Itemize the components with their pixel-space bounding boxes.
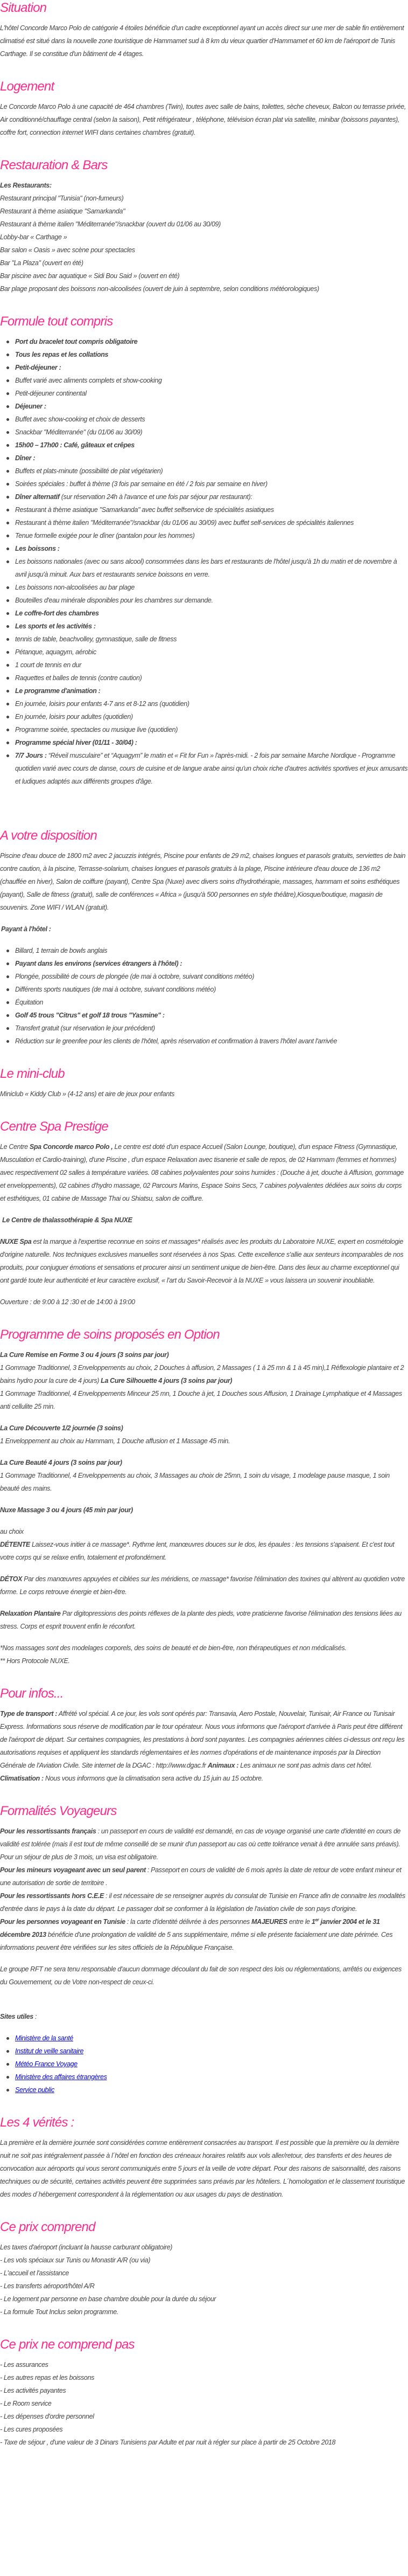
cure-decouverte-title: La Cure Découverte 1/2 journée (3 soins): [0, 1424, 123, 1432]
section-prix-comprend: [0, 2219, 408, 2318]
useful-link[interactable]: Météo France Voyage: [15, 2060, 78, 2068]
section-title-formule: Formule tout compris: [0, 314, 113, 329]
prix-ne-comprend-line: - Taxe de séjour , d'une valeur de 3 Dinars Tunisiens par Adulte et par nuit à régler sur place à partir de 25 Octobre 2018: [0, 2439, 336, 2446]
spa-intro: Le Centre Spa Concorde marco Polo , Le centre est doté d'un espace Accueil (Salon Lounge, boutique), d'un espace Fitness (Gymnastique, Musculation et Cardio-training), d'une Piscine , d'un espace Relaxation avec tisanerie et salle de repos, de 02 Hammam (femmes et hommes) avec respectivement 02 salles à température variées. 08 cabines polyvalentes pour soins humides : (Douche à jet, douche à Affusion, gommage et enveloppements), 02 cabines d'hydro massage, 02 Parcours Marins, Espace Soins Secs, 7 cabines polyvalentes dédiées aux soins du corps et esthétiques, 01 cabine de Massage Thai ou Shiatsu, salon de coiffure.: [0, 1143, 404, 1202]
prix-comprend-list: [0, 2241, 408, 2318]
restaurant-line: Restaurant à thème italien "Méditerranée"/snackbar (ouvert du 01/06 au 30/09): [0, 220, 221, 228]
section-title-verites: Les 4 vérités :: [0, 2115, 74, 2130]
tunisie-text: Pour les personnes voyageant en Tunisie : la carte d'identité délivrée à des personnes MAJEURES entre le 1er janvier 2004 et le 31 décembre 2013 bénéficie d'une prolongation de validité de 5 ans supplémentaire, même si elle présente facialement une date périmée. Ces informations peuvent être vérifiées sur les sites officiels de la République Française.: [0, 1917, 393, 1951]
list-item: Payant dans les environs (services étrangers à l'hôtel) :: [15, 957, 408, 970]
section-title-restauration: Restauration & Bars: [0, 158, 108, 172]
prix-comprend-line: - La formule Tout Inclus selon programme.: [0, 2308, 119, 2316]
useful-links-list: [0, 2032, 408, 2096]
formule-list: [0, 335, 408, 788]
prix-comprend-line: - Le logement par personne en base chambre double pour la durée du séjour: [0, 2295, 216, 2303]
prix-comprend-line: - L'accueil et l'assistance: [0, 2269, 69, 2277]
list-item: Plongée, possibilité de cours de plongée (de mai à octobre, suivant conditions météo): [15, 970, 408, 983]
section-title-soins: Programme de soins proposés en Option: [0, 1327, 220, 1342]
section-verites: [0, 2115, 408, 2201]
list-item: En journée, loisirs pour adultes (quotidien): [15, 710, 408, 723]
list-item: Raquettes et balles de tennis (contre caution): [15, 671, 408, 684]
mineurs-text: Pour les mineurs voyageant avec un seul parent : Passeport en cours de validité de 6 mois après la date de retour de votre enfant mineur et une autorisation de sortie de territoire .: [0, 1866, 402, 1887]
list-item: Billard, 1 terrain de bowls anglais: [15, 944, 408, 957]
cure-forme-title: La Cure Remise en Forme 3 ou 4 jours (3 soins par jour): [0, 1351, 169, 1359]
section-spa: [0, 1119, 408, 1308]
list-item: Soirées spéciales : buffet à thème (3 fois par semaine en été / 2 fois par semaine en hiver): [15, 477, 408, 490]
prix-comprend-line: Les taxes d'aéroport (incluant la hausse carburant obligatoire): [0, 2243, 173, 2251]
useful-link-item: [15, 2083, 408, 2096]
section-title-prix-comprend: Ce prix comprend: [0, 2220, 95, 2234]
transport-text: Type de transport : Affrété vol spécial. A ce jour, les vols sont opérés par: Transavia, Aero Postale, Nouvelair, Tunisair, Air France ou Tunisair Express. Informations sous réserve de modification par le tour opérateur. Nous vous informons que l'aéroport d'arrivée à Paris peut être différent de l'aéroport de départ. Sur certaines compagnies, les prestations à bord sont payantes. Les compagnies aériennes citées ci-dessus ont reçu les autorisations requises et appliquent les standards réglementaires et les normes d'opérations et de maintenance imposés par la Direction Générale de l'Aviation Civile. Site internet de la DGAC : http://www.dgac.fr Animaux : Les animaux ne sont pas admis dans cet hôtel.: [0, 1710, 405, 1769]
prix-ne-comprend-line: - Les cures proposées: [0, 2426, 63, 2433]
section-restauration: [0, 157, 408, 295]
list-item: Golf 45 trous "Citrus" et golf 18 trous "Yasmine" :: [15, 1009, 408, 1022]
restaurant-line: Bar salon « Oasis » avec scène pour spectacles: [0, 246, 135, 254]
miniclub-text: Miniclub « Kiddy Club » (4-12 ans) et aire de jeux pour enfants: [0, 1090, 174, 1098]
useful-link[interactable]: Ministère de la santé: [15, 2034, 73, 2042]
section-title-miniclub: Le mini-club: [0, 1067, 65, 1081]
section-miniclub: [0, 1066, 408, 1100]
detox-text: DÉTOX Par des manœuvres appuyées et ciblées sur les méridiens, ce massage* favorise l'élimination des toxines qui altèrent au quotidien votre forme. Le corps retrouve énergie et bien-être.: [0, 1575, 405, 1596]
list-item: 7/7 Jours : “Réveil musculaire” et “Aquagym” le matin et « Fit for Fun » l'après-midi. - 2 fois par semaine Marche Nordique - Programme quotidien varié avec cours de danse, cours de cuisine et de langue arabe ainsi qu'un choix riche d'autres activités sportives et jeux amusants et ludiques adaptés aux différents groupes d'âge.: [15, 749, 408, 788]
au-choix: au choix: [0, 1528, 24, 1535]
section-formalites: [0, 1803, 408, 2096]
list-item: Les sports et les activités :: [15, 620, 408, 633]
list-item: Pétanque, aquagym, aérobic: [15, 646, 408, 659]
verites-text: La première et la dernière journée sont considérées comme entièrement consacrées au transport. Il est possible que la première ou la dernière nuit ne soit pas intégralement passée à l´hôtel en fonction des créneaux horaires relatifs aux vols aller/retour, des transferts et des heures de convocation aux aéroports qui vous seront communiqués entre 5 jours et la veille de votre départ. Pour des raisons de saisonnalité, des raisons techniques ou de sécurité, certaines activités peuvent être supprimées sans préavis par les hôteliers. L´homologation et le classement touristique des modes d´hébergement correspondent à la réglementation ou aux usages du pays de destination.: [0, 2139, 405, 2198]
section-title-spa: Centre Spa Prestige: [0, 1119, 108, 1134]
protocole-footnote: ** Hors Protocole NUXE.: [0, 1657, 70, 1665]
useful-link-item: [15, 2032, 408, 2045]
list-item: Buffets et plats-minute (possibilité de plat végétarien): [15, 465, 408, 477]
section-disposition: [0, 828, 408, 1048]
relaxation-text: Relaxation Plantaire Par digitopressions des points réflexes de la plante des pieds, votre praticienne favorise l'élimination des tensions liées au stress. Corps et esprit trouvent enfin le réconfort.: [0, 1610, 402, 1630]
list-item: Déjeuner :: [15, 400, 408, 413]
list-item: Restaurant à thème asiatique "Samarkanda" avec buffet selfservice de spécialités asiatiques: [15, 503, 408, 516]
prix-ne-comprend-line: - Les assurances: [0, 2361, 48, 2369]
section-title-disposition: A votre disposition: [0, 828, 97, 843]
restaurant-line: Bar piscine avec bar aquatique « Sidi Bou Said » (ouvert en été): [0, 272, 180, 280]
list-item: Les boissons :: [15, 542, 408, 555]
nuxe-massage-title: Nuxe Massage 3 ou 4 jours (45 min par jour): [0, 1506, 133, 1514]
restaurant-line: Restaurant principal "Tunisia" (non-fumeurs): [0, 195, 124, 202]
prix-ne-comprend-pas-list: [0, 2358, 408, 2449]
cure-beaute-title: La Cure Beauté 4 jours (3 soins par jour): [0, 1459, 122, 1466]
section-title-prix-ne-comprend-pas: Ce prix ne comprend pas: [0, 2337, 135, 2352]
prix-ne-comprend-line: - Le Room service: [0, 2400, 52, 2407]
list-item: En journée, loisirs pour enfants 4-7 ans et 8-12 ans (quotidien): [15, 697, 408, 710]
hors-cee-text: Pour les ressortissants hors C.E.E : il est nécessaire de se renseigner auprès du consulat de Tunisie en France afin de connaitre les modalités d'entrée dans le pays à la date du départ. Le passager doit se conformer à la législation de l'aviation civile de son pays d'origine.: [0, 1892, 405, 1913]
restaurant-line: Lobby-bar « Carthage »: [0, 233, 67, 241]
cure-beaute-text: 1 Gommage Traditionnel, 4 Enveloppements au choix, 3 Massages au choix de 25mn, 1 soin du visage, 1 modelage pause masque, 1 soin beauté des mains.: [0, 1472, 390, 1492]
list-item: Dîner :: [15, 452, 408, 465]
prix-comprend-line: - Les transferts aéroport/hôtel A/R: [0, 2282, 95, 2290]
list-item: Tenue formelle exigée pour le dîner (pantalon pour les hommes): [15, 529, 408, 542]
cure-forme-text: 1 Gommage Traditionnel, 3 Enveloppements au choix, 2 Douches à affusion, 2 Massages ( 1 à 25 mn & 1 à 45 min),1 Réflexologie plantaire et 2 bains hydro pour la cure de 4 jours) La Cure Silhouette 4 jours (3 soins par jour): [0, 1364, 404, 1384]
list-item: 15h00 – 17h00 : Café, gâteaux et crêpes: [15, 439, 408, 452]
cure-decouverte-text: 1 Enveloppement au choix au Hammam, 1 Douche affusion et 1 Massage 45 min.: [0, 1437, 230, 1445]
list-item: Les boissons nationales (avec ou sans alcool) consommées dans les bars et restaurants de l'hôtel jusqu'à 1h du matin et de novembre à avril jusqu'à minuit. Aux bars et restaurants service boissons en verre.: [15, 555, 408, 581]
section-formule: [0, 314, 408, 788]
restaurant-list: [0, 192, 408, 295]
list-item: Dîner alternatif (sur réservation 24h à l'avance et une fois par séjour par restaurant):: [15, 490, 408, 503]
useful-link-item: [15, 2045, 408, 2058]
payant-hotel-label: Payant à l'hôtel :: [1, 925, 51, 933]
prix-ne-comprend-line: - Les autres repas et les boissons: [0, 2374, 95, 2381]
list-item: Petit-déjeuner continental: [15, 387, 408, 400]
section-prix-ne-comprend-pas: [0, 2337, 408, 2449]
list-item: Tous les repas et les collations: [15, 348, 408, 361]
section-title-logement: Logement: [0, 79, 54, 94]
useful-link[interactable]: Institut de veille sanitaire: [15, 2047, 84, 2055]
list-item: Équitation: [15, 996, 408, 1009]
list-item: Les boissons non-alcoolisées au bar plage: [15, 581, 408, 594]
section-situation: [0, 0, 408, 60]
list-item: 1 court de tennis en dur: [15, 659, 408, 671]
useful-link[interactable]: Ministère des affaires étrangères: [15, 2073, 107, 2081]
disposition-text: Piscine d'eau douce de 1800 m2 avec 2 jacuzzis intégrés, Piscine pour enfants de 29 m2, chaises longues et parasols gratuits, serviettes de bain contre caution, à la piscine, Terrasse-solarium, chaises longues et parasols gratuits à la plage, Piscine intérieure d'eau douce de 136 m2 (chauffée en hiver), Salon de coiffure (payant), Centre Spa (Nuxe) avec divers soins d'hydrothérapie, massages, hammam et soins esthétiques (payant), Salle de fitness (gratuit), salle de conférences « Africa » (jusqu'à 500 personnes en style théâtre),Kiosque/boutique, magasin de souvenirs. Zone WIFI / WLAN (gratuit).: [0, 852, 406, 911]
nuxe-text: NUXE Spa est la marque à l'expertise reconnue en soins et massages* réalisés avec les produits du Laboratoire NUXE, expert en cosmétologie d'origine naturelle. Nos techniques exclusives manuelles sont réservées à nos Spas. Cette excellence s'allie aux senteurs incomparables de nos produits, pour conjuguer émotions et sensations et procurer ainsi un sentiment unique de bien-être. Dans des lieux au charme exceptionnel qui ont gardé toute leur authenticité et leur caractère exclusif, « l'art du Savoir-Recevoir à la NUXE » vous laissera un souvenir inoubliable.: [0, 1238, 404, 1284]
list-item: Snackbar "Méditerranée" (du 01/06 au 30/09): [15, 426, 408, 439]
list-item: Buffet varié avec aliments complets et show-cooking: [15, 374, 408, 387]
spa-nuxe-subheading: Le Centre de thalassothérapie & Spa NUXE: [2, 1216, 132, 1224]
useful-link[interactable]: Service public: [15, 2086, 54, 2094]
massage-footnote: *Nos massages sont des modelages corporels, des soins de beauté et de bien-être, non thérapeutiques et non médicalisés.: [0, 1644, 347, 1652]
list-item: Buffet avec show-cooking et choix de desserts: [15, 413, 408, 426]
section-soins: [0, 1327, 408, 1667]
list-item: Bouteilles d'eau minérale disponibles pour les chambres sur demande.: [15, 594, 408, 607]
detente-text: DÉTENTE Laissez-vous initier à ce massage*. Rythme lent, manœuvres douces sur le dos, les épaules : les tensions s'apaisent. Et c'est tout votre corps qui se relaxe enfin, totalement et profondément.: [0, 1541, 395, 1561]
list-item: Port du bracelet tout compris obligatoire: [15, 335, 408, 348]
logement-text: Le Concorde Marco Polo à une capacité de 464 chambres (Twin), toutes avec salle de bains, toilettes, sèche cheveux, Balcon ou terrasse privée, Air conditionné/chauffage central (selon la saison), Petit réfrigérateur , téléphone, télévision écran plat via satellite, minibar (boissons payantes), coffre fort, connection internet WIFI dans certaines chambres (gratuit).: [0, 103, 406, 136]
useful-link-item: [15, 2058, 408, 2071]
useful-link-item: [15, 2071, 408, 2083]
list-item: tennis de table, beachvolley, gymnastique, salle de fitness: [15, 633, 408, 646]
prix-ne-comprend-line: - Les activités payantes: [0, 2387, 66, 2394]
restaurant-line: Bar "La Plaza" (ouvert en été): [0, 259, 83, 267]
section-infos: [0, 1686, 408, 1785]
section-title-formalites: Formalités Voyageurs: [0, 1804, 117, 1818]
list-item: Programme soirée, spectacles ou musique live (quotidien): [15, 723, 408, 736]
list-item: Le programme d'animation :: [15, 684, 408, 697]
prix-ne-comprend-line: - Les dépenses d'ordre personnel: [0, 2413, 94, 2420]
list-item: Petit-déjeuner :: [15, 361, 408, 374]
spa-opening-hours: Ouverture : de 9:00 à 12 :30 et de 14:00 à 19:00: [0, 1298, 135, 1306]
rft-disclaimer: Le groupe RFT ne sera tenu responsable d'aucun dommage découlant du fait de son respect des lois ou réglementations, arrêtés ou exigences du Gouvernement, ou de Votre non-respect de ceux-ci.: [0, 1965, 402, 1986]
disposition-list: [0, 944, 408, 1048]
cure-silhouette-text: 1 Gommage Traditionnel, 4 Enveloppements Minceur 25 mn, 1 Douche à jet, 1 Douches sous Affusion, 1 Drainage Lymphatique et 4 Massages anti cellulite 25 min.: [0, 1390, 402, 1410]
restaurants-subtitle: Les Restaurants:: [0, 182, 52, 189]
section-title-infos: Pour infos...: [0, 1686, 64, 1701]
sites-utiles-label: Sites utiles :: [0, 2013, 37, 2020]
restaurant-line: Restaurant à thème asiatique "Samarkanda": [0, 207, 125, 215]
climatisation-text: Climatisation : Nous vous informons que la climatisation sera active du 15 juin au 15 octobre.: [0, 1775, 263, 1782]
restaurant-line: Bar plage proposant des boissons non-alcoolisées (ouvert de juin à septembre, selon conditions météorologiques): [0, 285, 319, 293]
section-title-situation: Situation: [0, 1, 47, 15]
list-item: Programme spécial hiver (01/11 - 30/04) :: [15, 736, 408, 749]
list-item: Restaurant à thème italien "Méditerranée"/snackbar (du 01/06 au 30/09) avec buffet self-services de spécialités italiennes: [15, 516, 408, 529]
francais-text: Pour les ressortissants français : un passeport en cours de validité est demandé, en cas de voyage organisé une carte d'identité en cours de validité est tolérée (mais il est tout de même conseillé de se munir d'un passeport au cas où cette tolérance venait à être annulée sans préavis). Pour un séjour de plus de 3 mois, un visa est obligatoire.: [0, 1827, 401, 1861]
list-item: Différents sports nautiques (de mai à octobre, suivant conditions météo): [15, 983, 408, 996]
section-logement: [0, 79, 408, 139]
prix-comprend-line: - Les vols spéciaux sur Tunis ou Monastir A/R (ou via): [0, 2256, 151, 2264]
list-item: Le coffre-fort des chambres: [15, 607, 408, 620]
list-item: Transfert gratuit (sur réservation le jour précédent): [15, 1022, 408, 1035]
situation-text: L'hôtel Concorde Marco Polo de catégorie 4 étoiles bénéficie d'un cadre exceptionnel ayant un accès direct sur une mer de sable fin entièrement climatisé est situé dans la nouvelle zone touristique de Hammamet sud à 8 km du vieux quartier d'Hammamet et 60 km de l'aéroport de Tunis Carthage. Il se constitue d'un bâtiment de 4 étages.: [0, 24, 404, 58]
list-item: Réduction sur le greenfee pour les clients de l'hôtel, après réservation et confirmation à travers l'hôtel avant l'arrivée: [15, 1035, 408, 1048]
